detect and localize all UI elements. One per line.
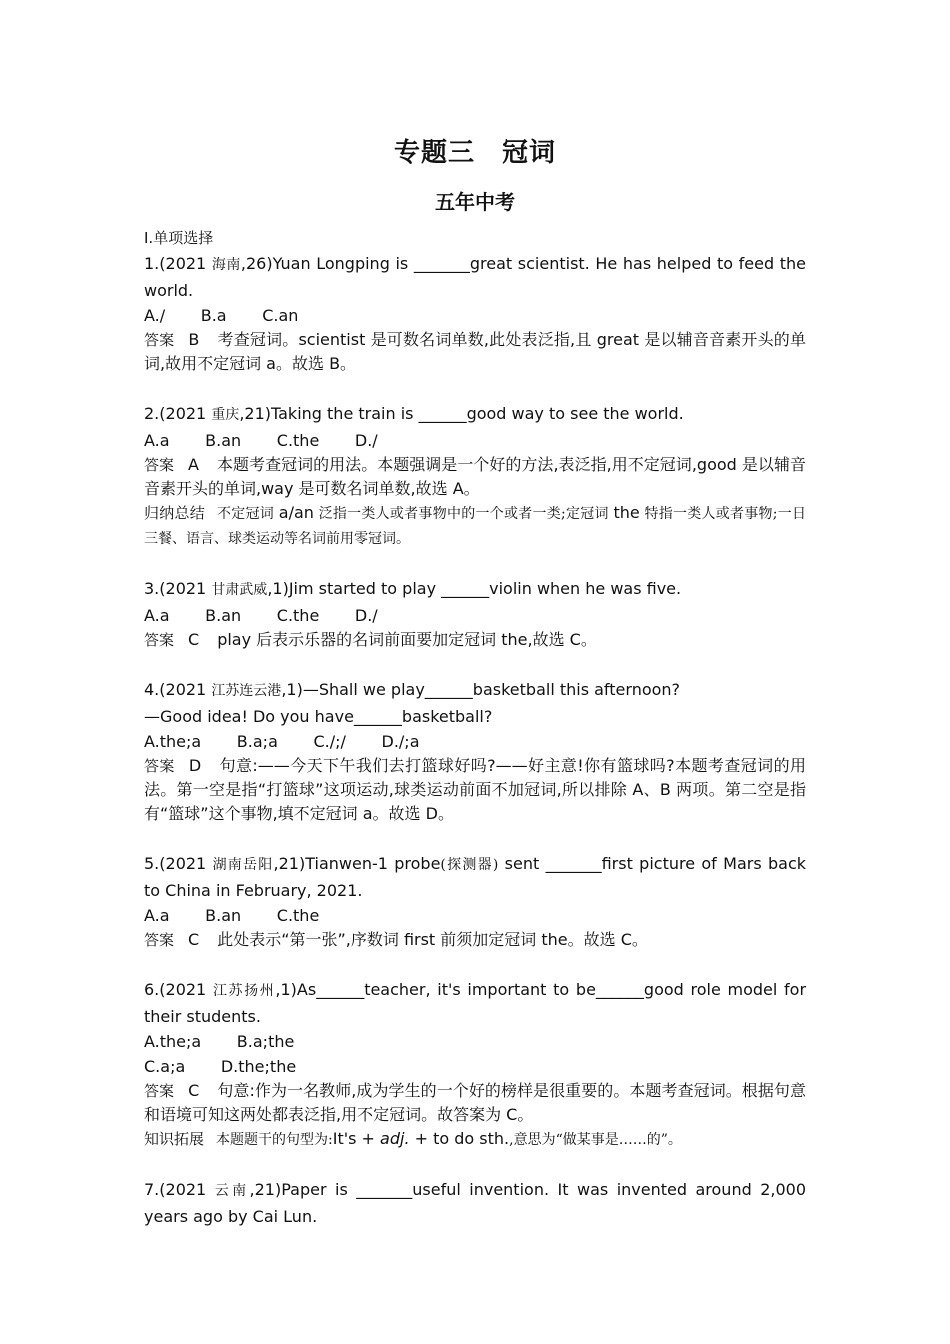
question-stem: 2.(2021 重庆,21)Taking the train is ______good way to see the world. [144,404,684,423]
question-3 [144,576,806,652]
answer-explanation: 答案 B 考查冠词。scientist 是可数名词单数,此处表泛指,且 great 是以辅音音素开头的单词,故用不定冠词 a。故选 B。 [144,330,806,373]
question-6 [144,977,806,1152]
page-title: 专题三 冠词 [393,138,556,168]
document-page [144,128,806,1254]
answer-explanation: 答案 C 此处表示“第一张”,序数词 first 前须加定冠词 the。故选 C。 [144,930,648,949]
extension-note: 知识拓展 本题题干的句型为:It's + adj. + to do sth.,意思为“做某事是……的”。 [144,1129,682,1148]
question-7 [144,1177,806,1229]
question-5 [144,851,806,952]
question-2 [144,401,806,551]
answer-key: B [188,330,200,349]
answer-key: D [188,756,202,775]
summary-note: 归纳总结 不定冠词 a/an 泛指一类人或者事物中的一个或者一类;定冠词 the 特指一类人或者事物;一日三餐、语言、球类运动等名词前用零冠词。 [144,503,806,547]
source-place: 重庆 [211,407,240,423]
answer-options: A.the;a B.a;the [144,1032,295,1051]
source-place: 江苏连云港 [211,683,282,699]
source-place: 云南 [214,1183,250,1199]
answer-key: C [188,930,200,949]
question-1 [144,251,806,376]
section-heading: Ⅰ.单项选择 [144,229,214,247]
answer-options: A./ B.a C.an [144,306,299,325]
source-place: 江苏扬州 [212,983,276,999]
answer-options: A.a B.an C.the D./ [144,606,378,625]
question-stem: 7.(2021 云南,21)Paper is _______useful invention. It was invented around 2,000 years ago by Cai Lun. [144,1180,807,1226]
question-stem: 3.(2021 甘肃武威,1)Jim started to play ______violin when he was five. [144,579,682,598]
question-stem: 4.(2021 江苏连云港,1)—Shall we play______basketball this afternoon? [144,680,681,699]
answer-explanation: 答案 C 句意:作为一名教师,成为学生的一个好的榜样是很重要的。本题考查冠词。根据句意和语境可知这两处都表泛指,用不定冠词。故答案为 C。 [144,1081,806,1124]
answer-options: A.the;a B.a;a C./;/ D./;a [144,732,420,751]
answer-options: A.a B.an C.the [144,906,320,925]
answer-options: A.a B.an C.the D./ [144,431,378,450]
answer-key: C [188,1081,200,1100]
question-stem: 1.(2021 海南,26)Yuan Longping is _______great scientist. He has helped to feed the world. [144,254,806,300]
question-stem: 5.(2021 湖南岳阳,21)Tianwen-1 probe(探测器) sent _______first picture of Mars back to China in February, 2021. [144,854,807,900]
answer-key: C [188,630,200,649]
answer-options-line-2: C.a;a D.the;the [144,1057,297,1076]
answer-explanation: 答案 C play 后表示乐器的名词前面要加定冠词 the,故选 C。 [144,630,597,649]
question-stem-line-2: —Good idea! Do you have______basketball? [144,707,493,726]
source-place: 湖南岳阳 [212,857,274,873]
answer-explanation: 答案 D 句意:——今天下午我们去打篮球好吗?——好主意!你有篮球吗?本题考查冠词的用法。第一空是指“打篮球”这项运动,球类运动前面不加冠词,所以排除 A、B 两项。第二空是指有“篮球”这个事物,填不定冠词 a。故选 D。 [144,756,806,823]
question-4 [144,677,806,826]
question-stem: 6.(2021 江苏扬州,1)As______teacher, it's important to be______good role model for their students. [144,980,807,1026]
source-place: 海南 [211,257,241,273]
answer-explanation: 答案 A 本题考查冠词的用法。本题强调是一个好的方法,表泛指,用不定冠词,good 是以辅音音素开头的单词,way 是可数名词单数,故选 A。 [144,455,806,498]
answer-key: A [188,455,199,474]
page-subtitle: 五年中考 [435,190,515,214]
source-place: 甘肃武威 [211,582,268,598]
